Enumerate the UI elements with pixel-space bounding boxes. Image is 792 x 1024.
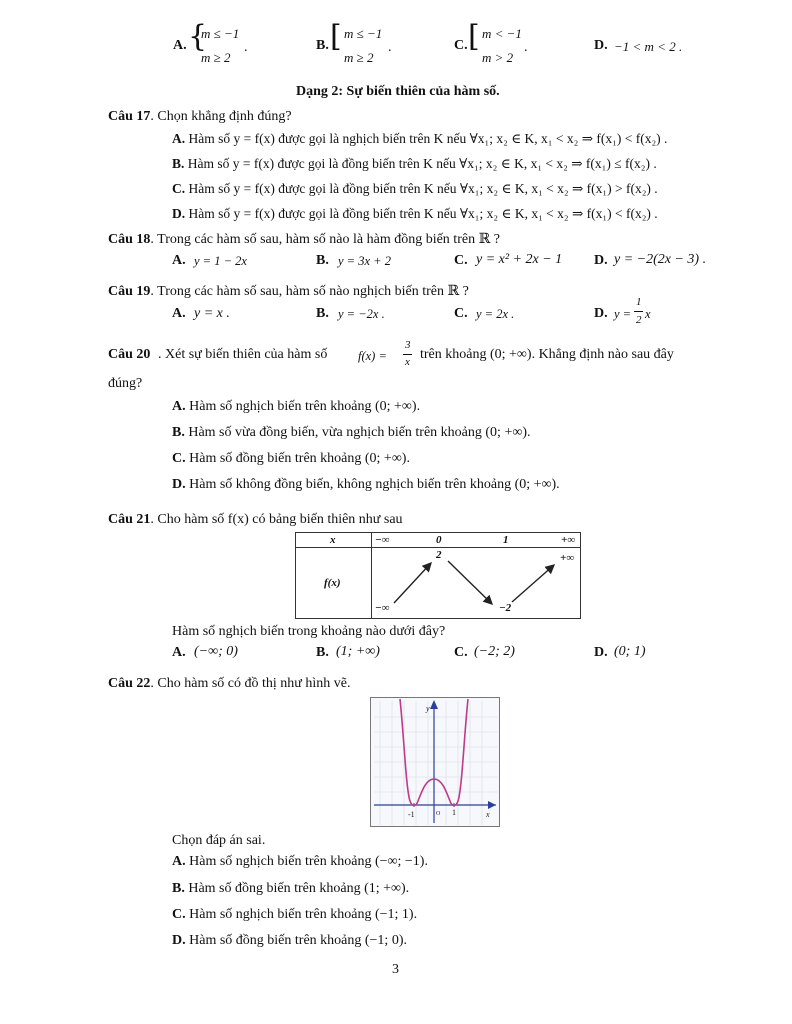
- option-a-line1: m ≤ −1: [201, 26, 240, 41]
- option-row: C. Hàm số y = f(x) được gọi là đồng biến trên K nếu ∀x₁; x₂ ∈ K, x₁ < x₂ ⇒ f(x₁) > f(x₂) .: [172, 181, 658, 196]
- question-stem: . Chọn khẳng định đúng?: [150, 109, 292, 124]
- page-number: 3: [392, 962, 399, 977]
- table-x-label: x: [330, 534, 336, 546]
- function-graph: [370, 697, 500, 827]
- table-x-value: +∞: [561, 534, 576, 546]
- graph-tick-pos: 1: [452, 808, 456, 817]
- graph-y-label: y: [426, 704, 430, 713]
- option-row: A. Hàm số y = f(x) được gọi là nghịch biến trên K nếu ∀x₁; x₂ ∈ K, x₁ < x₂ ⇒ f(x₁) < f(x₂) .: [172, 131, 668, 146]
- option-d-text: −1 < m < 2 .: [614, 39, 683, 54]
- bracket-square: [: [468, 19, 480, 54]
- question-label: Câu 17: [108, 109, 151, 124]
- table-f-value: −2: [499, 602, 512, 614]
- table-f-value: +∞: [560, 552, 575, 564]
- bracket-square: [: [330, 19, 342, 54]
- table-fx-label: f(x): [324, 577, 341, 589]
- option-row: B. Hàm số y = f(x) được gọi là đồng biến trên K nếu ∀x₁; x₂ ∈ K, x₁ < x₂ ⇒ f(x₁) ≤ f(x₂) .: [172, 156, 657, 171]
- table-f-value: 2: [436, 549, 442, 561]
- graph-tick-neg: -1: [408, 810, 415, 819]
- option-c-label: C.: [454, 38, 468, 53]
- option-a-label: A.: [173, 38, 187, 53]
- option-d-label: D.: [594, 38, 608, 53]
- table-x-value: 1: [503, 534, 509, 546]
- variation-table: [295, 532, 581, 619]
- section-title: Dạng 2: Sự biến thiên của hàm số.: [296, 84, 500, 99]
- option-b-line1: m ≤ −1: [344, 26, 383, 41]
- fraction-bar: [634, 311, 643, 312]
- fraction-bar: [403, 354, 412, 355]
- option-b-line2: m ≥ 2: [344, 50, 374, 65]
- option-c-line1: m < −1: [482, 26, 522, 41]
- option-c-line2: m > 2: [482, 50, 514, 65]
- option-row: D. Hàm số y = f(x) được gọi là đồng biến trên K nếu ∀x₁; x₂ ∈ K, x₁ < x₂ ⇒ f(x₁) < f(x₂) .: [172, 206, 658, 221]
- table-x-value: −∞: [375, 534, 390, 546]
- table-x-value: 0: [436, 534, 442, 546]
- graph-origin: O: [436, 811, 441, 817]
- brace-curly: {: [188, 19, 208, 54]
- variation-arrows: [296, 533, 582, 620]
- table-f-value: −∞: [375, 602, 390, 614]
- option-a-line2: m ≥ 2: [201, 50, 231, 65]
- graph-x-label: x: [486, 810, 490, 819]
- option-b-label: B.: [316, 38, 329, 53]
